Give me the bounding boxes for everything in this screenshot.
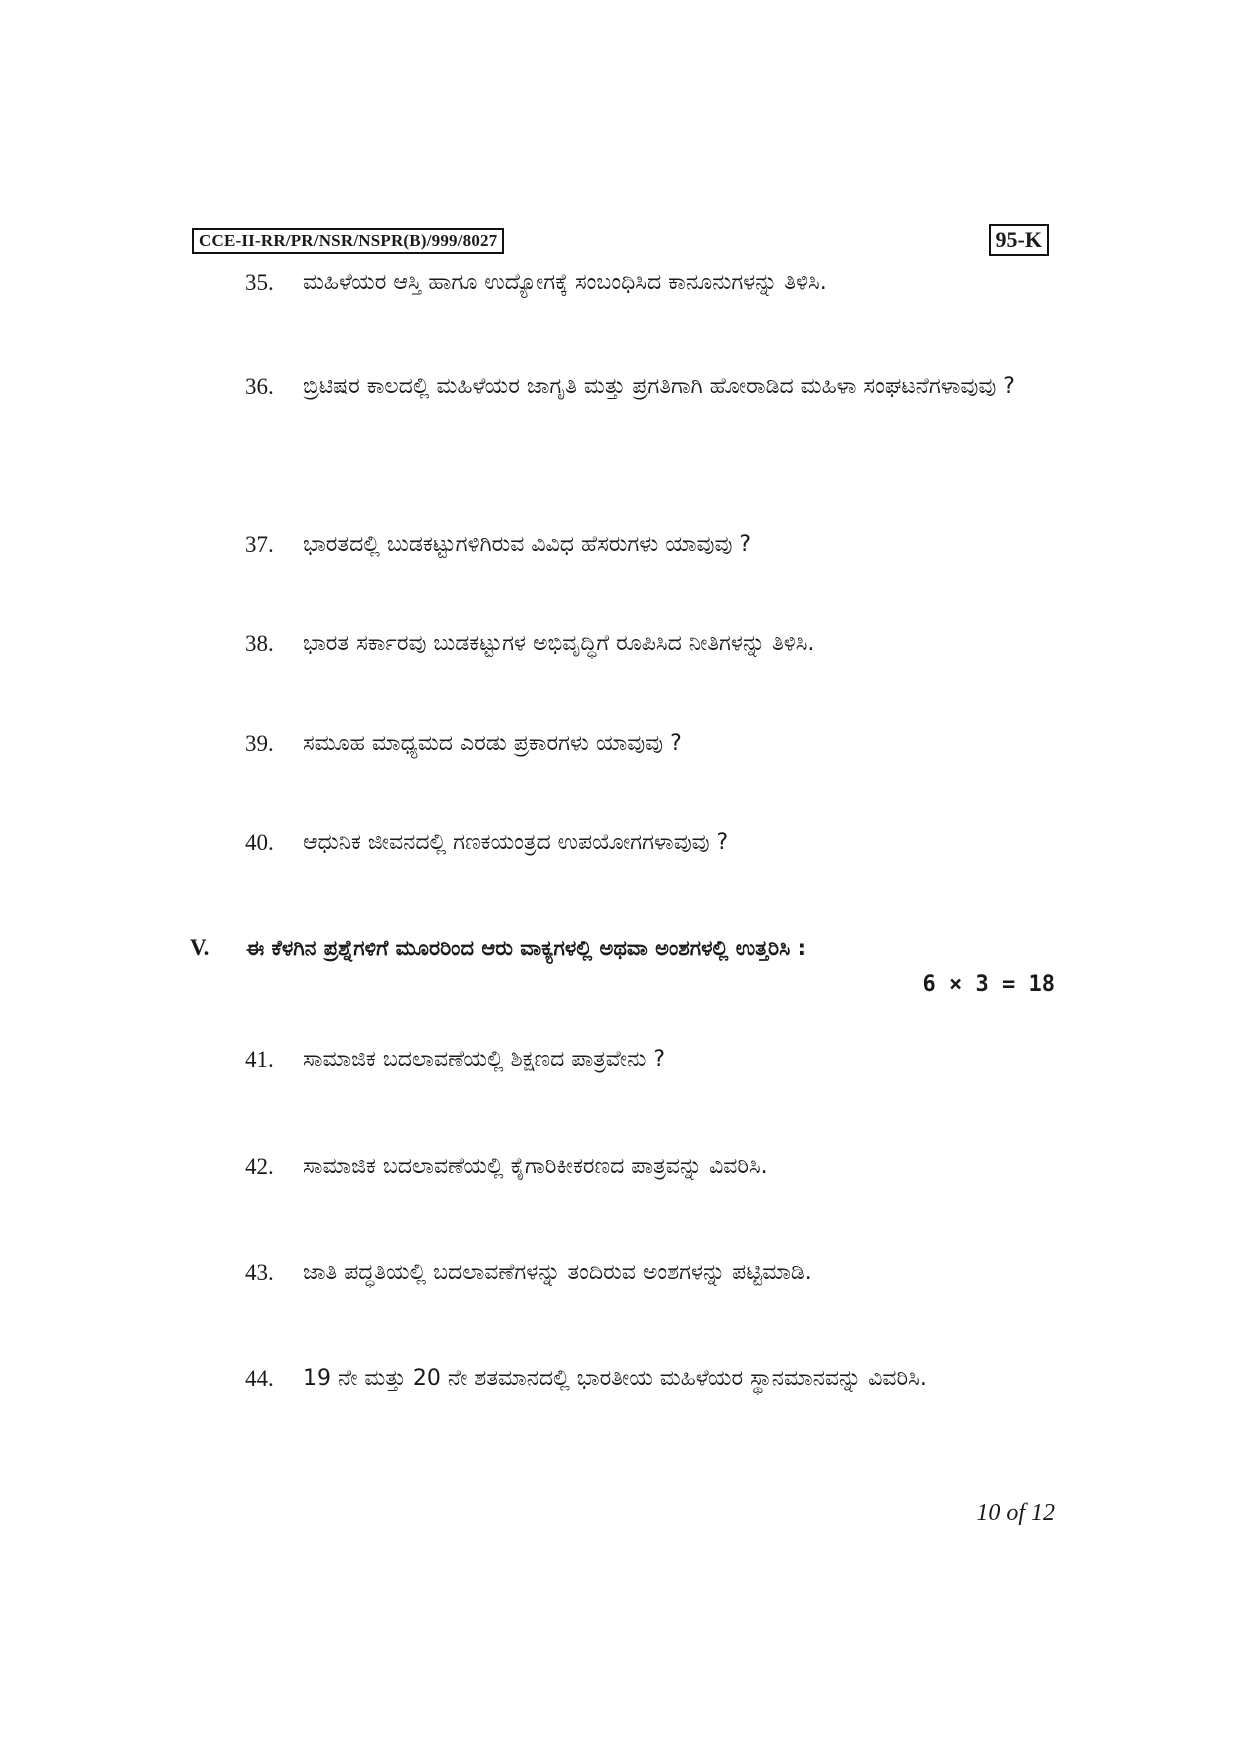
question-42 [245, 1140, 1055, 1194]
question-number: 38. [245, 631, 274, 656]
question-text: ಜಾತಿ ಪದ್ಧತಿಯಲ್ಲಿ ಬದಲಾವಣೆಗಳನ್ನು ತಂದಿರುವ ಅಂಶಗಳನ್ನು ಪಟ್ಟಿಮಾಡಿ. [303, 1260, 812, 1285]
question-number: 41. [245, 1047, 274, 1072]
question-38 [245, 617, 1055, 671]
question-text: ಭಾರತದಲ್ಲಿ ಬುಡಕಟ್ಟುಗಳಿಗಿರುವ ವಿವಿಧ ಹೆಸರುಗಳು ಯಾವುವು ? [303, 532, 752, 557]
page-number: 10 of 12 [976, 1500, 1055, 1526]
page-header [192, 228, 1049, 256]
question-number: 37. [245, 532, 274, 557]
question-number: 43. [245, 1260, 274, 1285]
question-text: ಆಧುನಿಕ ಜೀವನದಲ್ಲಿ ಗಣಕಯಂತ್ರದ ಉಪಯೋಗಗಳಾವುವು ? [303, 830, 729, 855]
question-text: 19 ನೇ ಮತ್ತು 20 ನೇ ಶತಮಾನದಲ್ಲಿ ಭಾರತೀಯ ಮಹಿಳೆಯರ ಸ್ಥಾನಮಾನವನ್ನು ವಿವರಿಸಿ. [303, 1366, 927, 1391]
question-text: ಸಾಮಾಜಿಕ ಬದಲಾವಣೆಯಲ್ಲಿ ಶಿಕ್ಷಣದ ಪಾತ್ರವೇನು ? [303, 1047, 666, 1072]
question-number: 40. [245, 830, 274, 855]
question-number: 42. [245, 1154, 274, 1179]
question-37 [245, 518, 1055, 572]
question-number: 35. [245, 270, 274, 295]
question-40 [245, 816, 1055, 870]
section-marks: 6 × 3 = 18 [922, 972, 1055, 997]
question-text: ಭಾರತ ಸರ್ಕಾರವು ಬುಡಕಟ್ಟುಗಳ ಅಭಿವೃದ್ಧಿಗೆ ರೂಪಿಸಿದ ನೀತಿಗಳನ್ನು ತಿಳಿಸಿ. [303, 631, 815, 656]
question-text: ಸಾಮಾಜಿಕ ಬದಲಾವಣೆಯಲ್ಲಿ ಕೈಗಾರಿಕೀಕರಣದ ಪಾತ್ರವನ್ನು ವಿವರಿಸಿ. [303, 1154, 768, 1179]
section-instruction: ಈ ಕೆಳಗಿನ ಪ್ರಶ್ನೆಗಳಿಗೆ ಮೂರರಿಂದ ಆರು ವಾಕ್ಯಗಳಲ್ಲಿ ಅಥವಾ ಅಂಶಗಳಲ್ಲಿ ಉತ್ತರಿಸಿ : [246, 936, 807, 960]
question-39 [245, 717, 1055, 771]
paper-code-box: CCE-II-RR/PR/NSR/NSPR(B)/999/8027 [192, 228, 504, 254]
question-text: ಮಹಿಳೆಯರ ಆಸ್ತಿ ಹಾಗೂ ಉದ್ಯೋಗಕ್ಕೆ ಸಂಬಂಧಿಸಿದ ಕಾನೂನುಗಳನ್ನು ತಿಳಿಸಿ. [303, 270, 827, 295]
question-number: 44. [245, 1366, 274, 1391]
section-v-heading [190, 932, 1055, 964]
question-44 [245, 1352, 1055, 1406]
question-35 [245, 256, 1055, 310]
section-number: V. [190, 935, 210, 960]
question-number: 36. [245, 374, 274, 399]
question-number: 39. [245, 731, 274, 756]
question-43 [245, 1246, 1055, 1300]
question-41 [245, 1033, 1055, 1087]
paper-number-box: 95-K [989, 224, 1049, 256]
question-text: ಬ್ರಿಟಿಷರ ಕಾಲದಲ್ಲಿ ಮಹಿಳೆಯರ ಜಾಗೃತಿ ಮತ್ತು ಪ್ರಗತಿಗಾಗಿ ಹೋರಾಡಿದ ಮಹಿಳಾ ಸಂಘಟನೆಗಳಾವುವು ? [303, 374, 1015, 399]
question-36 [245, 360, 1055, 414]
question-text: ಸಮೂಹ ಮಾಧ್ಯಮದ ಎರಡು ಪ್ರಕಾರಗಳು ಯಾವುವು ? [303, 731, 682, 756]
